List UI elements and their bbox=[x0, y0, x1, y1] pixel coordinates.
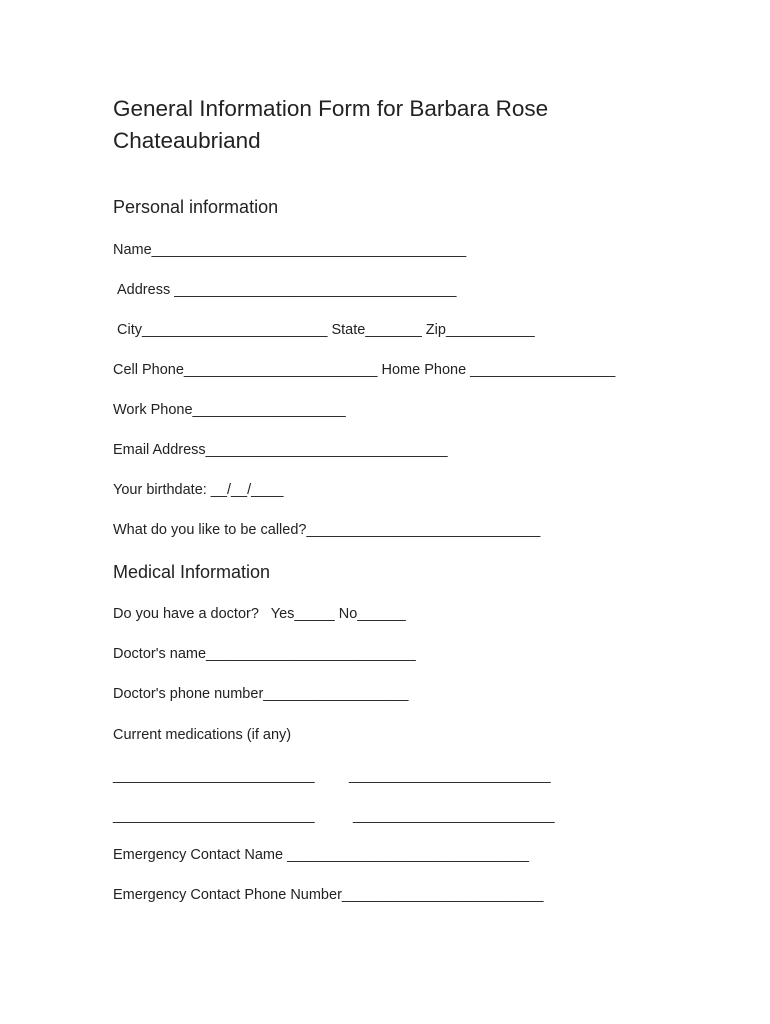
emergency-contact-name-field: Emergency Contact Name ______________________________ bbox=[113, 847, 529, 863]
name-field: Name_______________________________________ bbox=[113, 242, 467, 258]
medication-blank-line: _________________________ bbox=[113, 808, 315, 824]
form-title: General Information Form for Barbara Rose Chateaubriand bbox=[113, 96, 549, 153]
email-field: Email Address______________________________ bbox=[113, 442, 448, 458]
section-heading-medical: Medical Information bbox=[113, 562, 271, 582]
emergency-contact-phone-field: Emergency Contact Phone Number_________________________ bbox=[113, 887, 544, 903]
doctor-question-field: Do you have a doctor? Yes_____ No______ bbox=[113, 606, 406, 622]
work-phone-field: Work Phone___________________ bbox=[113, 402, 346, 418]
nickname-field: What do you like to be called?_____________________________ bbox=[113, 522, 541, 538]
birthdate-field: Your birthdate: __/__/____ bbox=[113, 482, 284, 498]
medication-blank-line: _________________________ bbox=[349, 768, 551, 784]
phone-fields: Cell Phone________________________ Home Phone __________________ bbox=[113, 362, 616, 378]
medication-blank-line: _________________________ bbox=[113, 768, 315, 784]
medication-blank-line: _________________________ bbox=[353, 808, 555, 824]
doctor-phone-field: Doctor's phone number__________________ bbox=[113, 686, 409, 702]
address-field: Address ___________________________________ bbox=[117, 282, 457, 298]
medications-label: Current medications (if any) bbox=[113, 727, 292, 743]
city-state-zip-field: City_______________________ State_______ Zip___________ bbox=[117, 322, 535, 338]
section-heading-personal: Personal information bbox=[113, 197, 279, 217]
doctor-name-field: Doctor's name__________________________ bbox=[113, 646, 416, 662]
